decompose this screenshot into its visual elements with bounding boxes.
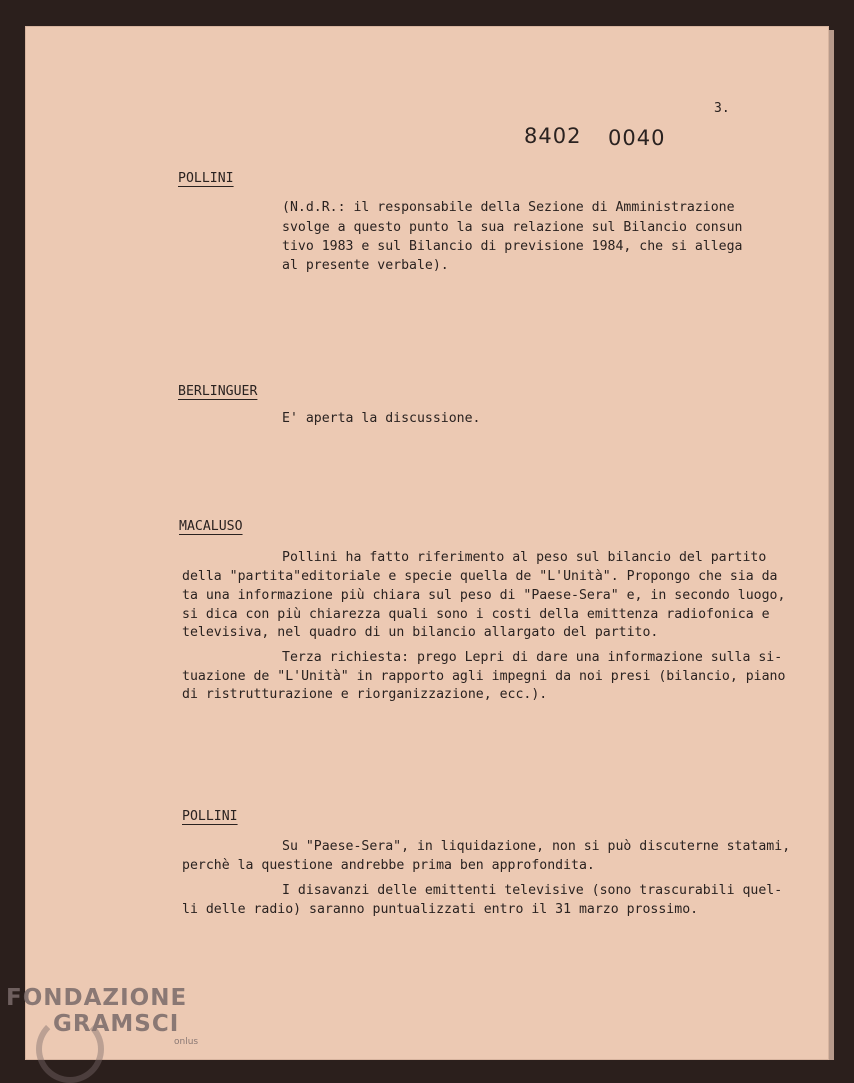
paragraph-line: ta una informazione più chiara sul peso di "Paese-Sera" e, in secondo luogo, [182, 588, 786, 603]
speaker-pollini-1: POLLINI [178, 171, 234, 186]
paragraph-line: della "partita"editoriale e specie quella de "L'Unità". Propongo che sia da [182, 569, 778, 584]
paragraph-line: svolge a questo punto la sua relazione sul Bilancio consun [282, 220, 743, 235]
speaker-macaluso: MACALUSO [179, 519, 243, 534]
page-edge [828, 30, 834, 1060]
paragraph-line: tivo 1983 e sul Bilancio di previsione 1984, che si allega [282, 239, 743, 254]
paragraph-line: li delle radio) saranno puntualizzati entro il 31 marzo prossimo. [182, 902, 699, 917]
watermark-line3: onlus [174, 1037, 199, 1047]
paragraph-line: Terza richiesta: prego Lepri di dare una informazione sulla si- [282, 650, 783, 665]
watermark-line1: FONDAZIONE [6, 985, 188, 1011]
paragraph-line: televisiva, nel quadro di un bilancio allargato del partito. [182, 625, 659, 640]
paragraph-line: al presente verbale). [282, 258, 449, 273]
paragraph-line: si dica con più chiarezza quali sono i costi della emittenza radiofonica e [182, 607, 770, 622]
archive-stamp-left: 8402 [524, 124, 582, 148]
paragraph-line: tuazione de "L'Unità" in rapporto agli impegni da noi presi (bilancio, piano [182, 669, 786, 684]
paragraph-line: E' aperta la discussione. [282, 411, 481, 426]
fondazione-gramsci-watermark [6, 985, 199, 1047]
archive-stamp-right: 0040 [608, 126, 666, 150]
paragraph-line: (N.d.R.: il responsabile della Sezione di Amministrazione [282, 200, 735, 215]
paragraph-line: I disavanzi delle emittenti televisive (sono trascurabili quel- [282, 883, 783, 898]
watermark-line2: GRAMSCI [53, 1011, 180, 1037]
page-number: 3. [714, 101, 730, 116]
paragraph-line: Su "Paese-Sera", in liquidazione, non si può discuterne statami, [282, 839, 791, 854]
paragraph-line: perchè la questione andrebbe prima ben approfondita. [182, 858, 595, 873]
speaker-berlinguer: BERLINGUER [178, 384, 258, 399]
paragraph-line: di ristrutturazione e riorganizzazione, ecc.). [182, 687, 548, 702]
paragraph-line: Pollini ha fatto riferimento al peso sul bilancio del partito [282, 550, 767, 565]
speaker-pollini-2: POLLINI [182, 809, 238, 824]
